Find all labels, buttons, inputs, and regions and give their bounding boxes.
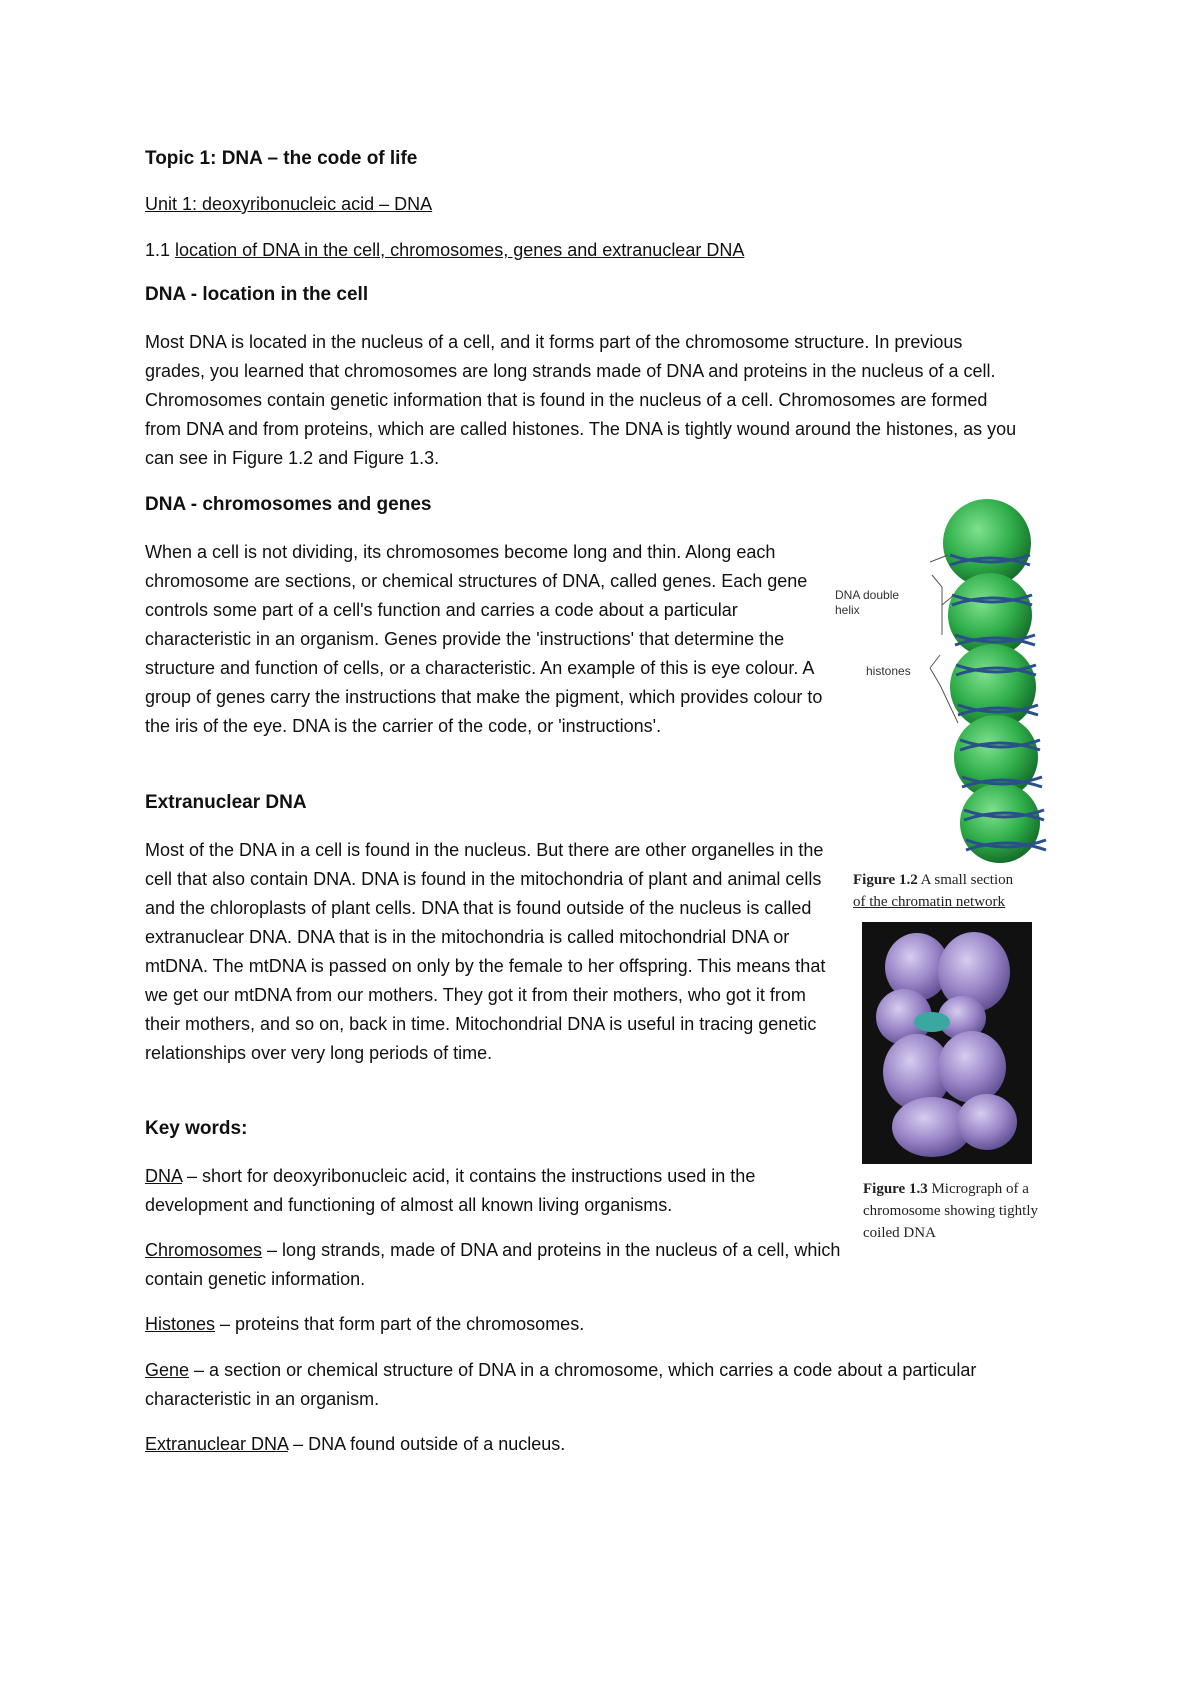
chromosome-micrograph <box>862 922 1032 1164</box>
section-number: 1.1 <box>145 240 171 260</box>
label-dna-double-helix: helix <box>835 603 860 617</box>
heading-location: DNA - location in the cell <box>145 284 369 305</box>
paragraph-genes: When a cell is not dividing, its chromosomes become long and thin. Along each chromosome are sections, or chemical structures of DNA, called genes. Each gene controls some part of a cell's function and carries a code about a particular characteristic in an organism. Genes provide the 'instructions' that determine the structure and function of cells, or a characteristic. An example of this is eye colour. A group of genes carry the instructions that make the pigment, which provides colour to the iris of the eye. DNA is the carrier of the code, or 'instructions'. <box>145 542 823 736</box>
caption-text: of the chromatin network <box>853 894 1006 910</box>
centromere <box>914 1012 950 1032</box>
keyword-entry <box>145 1236 845 1294</box>
paragraph-location: Most DNA is located in the nucleus of a cell, and it forms part of the chromosome structure. In previous grades, you learned that chromosomes are long strands made of DNA and proteins in the nucleus of a cell. Chromosomes contain genetic information that is found in the nucleus of a cell. Chromosomes are formed from DNA and from proteins, which are called histones. The DNA is tightly wound around the histones, as you can see in Figure 1.2 and Figure 1.3. <box>145 332 1017 468</box>
keyword-term: DNA <box>145 1166 183 1186</box>
caption-text: coiled DNA <box>863 1225 936 1241</box>
histone-bead <box>960 783 1040 863</box>
label-histones: histones <box>866 664 911 678</box>
caption-text: chromosome showing tightly <box>863 1203 1038 1219</box>
label-dna-double-helix: DNA double <box>835 588 900 602</box>
caption-text: Micrograph of a <box>927 1181 1029 1197</box>
heading-extranuclear: Extranuclear DNA <box>145 792 307 813</box>
caption-label: Figure 1.2 <box>853 872 918 888</box>
keyword-entry <box>145 1310 1025 1339</box>
unit-title: Unit 1: deoxyribonucleic acid – DNA <box>145 194 433 214</box>
micrograph-image <box>862 922 1032 1164</box>
keyword-entry <box>145 1162 825 1220</box>
keyword-term: Extranuclear DNA <box>145 1434 289 1454</box>
keyword-term: Chromosomes <box>145 1240 263 1260</box>
keyword-term: Gene <box>145 1360 190 1380</box>
heading-genes: DNA - chromosomes and genes <box>145 494 432 515</box>
keyword-definition: – short for deoxyribonucleic acid, it contains the instructions used in the development and functioning of almost all known living organisms. <box>145 1166 756 1215</box>
chromatin-figure <box>830 495 1050 865</box>
heading-keywords: Key words: <box>145 1118 248 1139</box>
figure-1-3-caption <box>863 1178 1073 1244</box>
keyword-term: Histones <box>145 1314 216 1334</box>
keyword-definition: – DNA found outside of a nucleus. <box>288 1434 566 1454</box>
caption-label: Figure 1.3 <box>863 1181 928 1197</box>
section-heading <box>145 236 744 265</box>
figure-1-2-caption <box>853 869 1063 913</box>
keyword-definition: – long strands, made of DNA and proteins in the nucleus of a cell, which contain genetic information. <box>145 1240 841 1289</box>
keyword-entry <box>145 1356 1025 1414</box>
keyword-definition: – a section or chemical structure of DNA in a chromosome, which carries a code about a particular characteristic in an organism. <box>145 1360 977 1409</box>
section-title: location of DNA in the cell, chromosomes, genes and extranuclear DNA <box>175 240 745 260</box>
keyword-definition: – proteins that form part of the chromosomes. <box>215 1314 585 1334</box>
keyword-entry <box>145 1430 1025 1459</box>
paragraph-extranuclear: Most of the DNA in a cell is found in the nucleus. But there are other organelles in the cell that also contain DNA. DNA is found in the mitochondria of plant and animal cells and the chloroplasts of plant cells. DNA that is found outside of the nucleus is called extranuclear DNA. DNA that is in the mitochondria is called mitochondrial DNA or mtDNA. The mtDNA is passed on only by the female to her offspring. This means that we get our mtDNA from our mothers. They got it from their mothers, who got it from their mothers, and so on, back in time. Mitochondrial DNA is useful in tracing genetic relationships over very long periods of time. <box>145 840 826 1063</box>
topic-title: Topic 1: DNA – the code of life <box>145 148 418 169</box>
caption-text: A small section <box>917 872 1014 888</box>
